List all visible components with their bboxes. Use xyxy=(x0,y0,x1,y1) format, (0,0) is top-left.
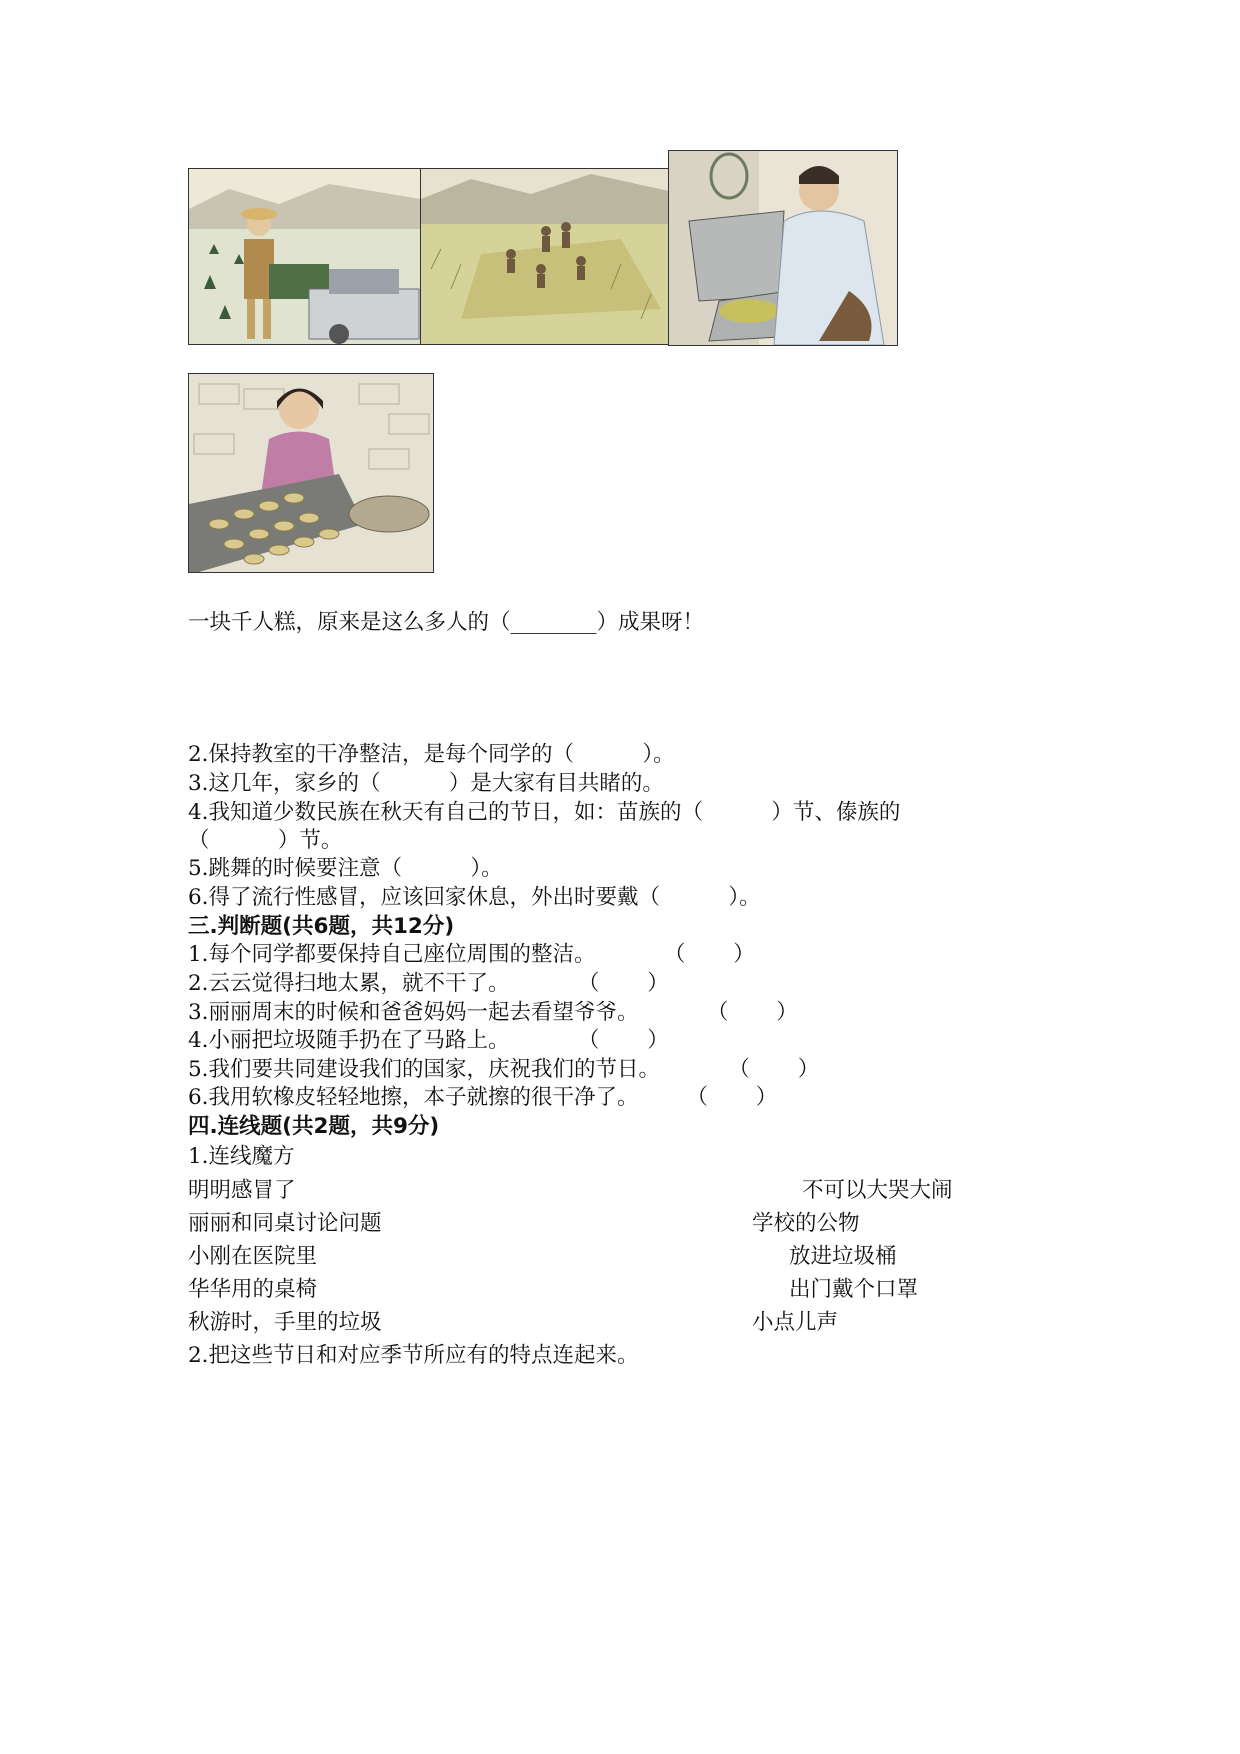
matching-left-item: 丽丽和同桌讨论问题 xyxy=(188,1211,382,1236)
section-4-heading: 四.连线题(共2题，共9分) xyxy=(188,1114,440,1139)
matching-right-item: 小点儿声 xyxy=(752,1310,839,1335)
matching-right-item: 不可以大哭大闹 xyxy=(802,1178,953,1203)
judgment-item-4: 4.小丽把垃圾随手扔在了马路上。 （ ） xyxy=(188,1028,669,1053)
woman-steaming-cakes-picture xyxy=(188,373,434,573)
judgment-item-1: 1.每个同学都要保持自己座位周围的整洁。 （ ） xyxy=(188,942,755,967)
question-4-text: 4.我知道少数民族在秋天有自己的节日，如：苗族的（ ）节、傣族的 xyxy=(188,800,901,825)
judgment-item-2: 2.云云觉得扫地太累，就不干了。 （ ） xyxy=(188,971,669,996)
question-5-text: 5.跳舞的时候要注意（ ）。 xyxy=(188,856,503,881)
matching-question-1-title: 1.连线魔方 xyxy=(188,1144,295,1169)
matching-left-item: 明明感冒了 xyxy=(188,1178,296,1203)
matching-left-item: 秋游时，手里的垃圾 xyxy=(188,1310,382,1335)
question-1-text: 一块千人糕，原来是这么多人的（________）成果呀！ xyxy=(188,610,705,635)
matching-left-item: 华华用的桌椅 xyxy=(188,1277,318,1302)
judgment-item-5: 5.我们要共同建设我们的国家，庆祝我们的节日。 （ ） xyxy=(188,1057,820,1082)
question-4-continuation: （ ）节。 xyxy=(188,828,343,853)
matching-left-item: 小刚在医院里 xyxy=(188,1244,318,1269)
worker-milling-grain-picture xyxy=(668,150,898,346)
question-2-text: 2.保持教室的干净整洁，是每个同学的（ ）。 xyxy=(188,742,675,767)
matching-right-item: 学校的公物 xyxy=(752,1211,860,1236)
matching-right-item: 放进垃圾桶 xyxy=(789,1244,897,1269)
section-3-heading: 三.判断题(共6题，共12分) xyxy=(188,914,455,939)
question-6-text: 6.得了流行性感冒，应该回家休息，外出时要戴（ ）。 xyxy=(188,885,761,910)
villagers-harvesting-field-picture xyxy=(420,168,670,345)
judgment-item-6: 6.我用软橡皮轻轻地擦，本子就擦的很干净了。 （ ） xyxy=(188,1085,778,1110)
matching-question-2-title: 2.把这些节日和对应季节所应有的特点连起来。 xyxy=(188,1343,639,1368)
question-3-text: 3.这几年，家乡的（ ）是大家有目共睹的。 xyxy=(188,771,664,796)
farmer-planting-rice-picture xyxy=(188,168,422,345)
judgment-item-3: 3.丽丽周末的时候和爸爸妈妈一起去看望爷爷。 （ ） xyxy=(188,1000,798,1025)
matching-right-item: 出门戴个口罩 xyxy=(789,1277,919,1302)
